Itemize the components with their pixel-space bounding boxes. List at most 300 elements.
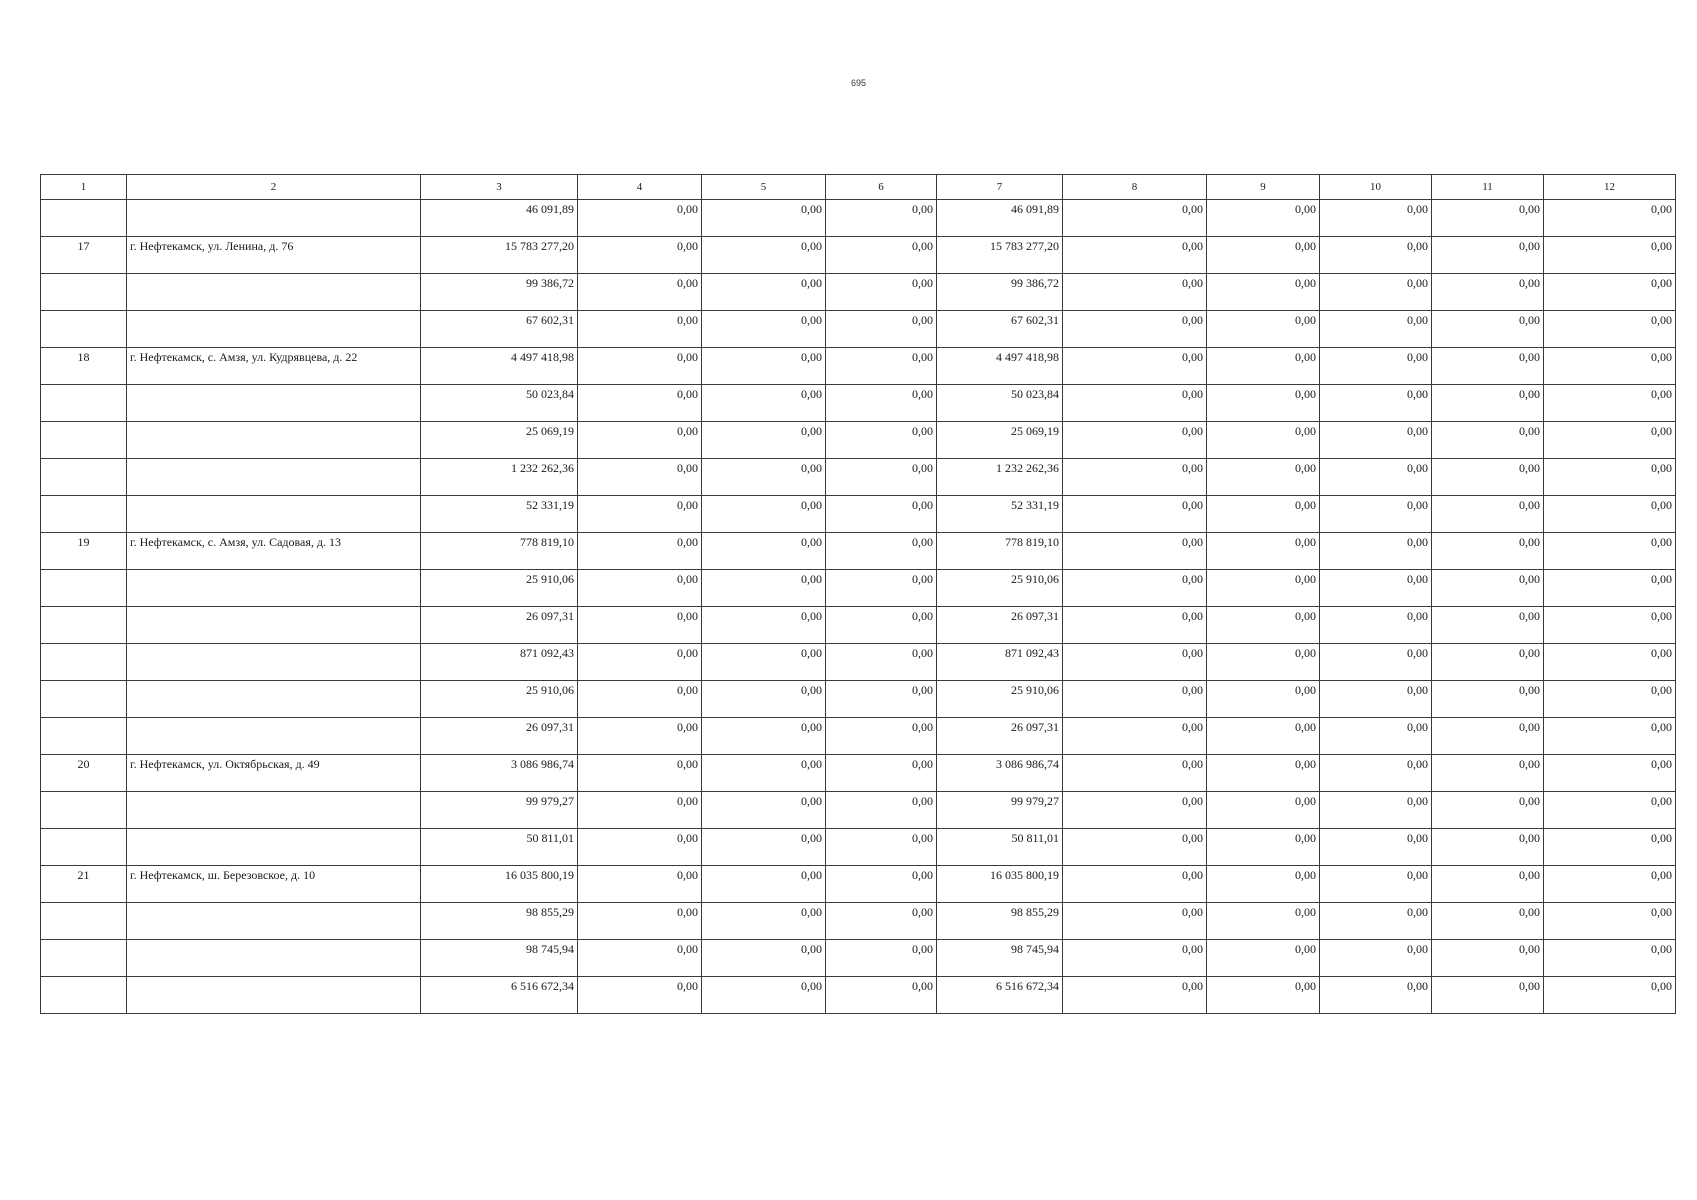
value-cell-col-5: 0,00 (702, 274, 826, 311)
column-header-9: 9 (1207, 175, 1320, 200)
value-cell-col-5: 0,00 (702, 866, 826, 903)
value-cell-col-12: 0,00 (1544, 533, 1676, 570)
value-cell-col-4: 0,00 (578, 866, 702, 903)
value-cell-col-10: 0,00 (1320, 274, 1432, 311)
value-cell-col-11: 0,00 (1432, 570, 1544, 607)
value-cell-col-8: 0,00 (1063, 681, 1207, 718)
value-cell-col-10: 0,00 (1320, 792, 1432, 829)
value-cell-col-11: 0,00 (1432, 274, 1544, 311)
value-cell-col-9: 0,00 (1207, 200, 1320, 237)
page-number: 695 (850, 78, 867, 88)
value-cell-col-10: 0,00 (1320, 459, 1432, 496)
row-number-cell (41, 644, 127, 681)
value-cell-col-7: 98 855,29 (937, 903, 1063, 940)
value-cell-col-6: 0,00 (826, 940, 937, 977)
value-cell-col-11: 0,00 (1432, 200, 1544, 237)
column-header-3: 3 (421, 175, 578, 200)
row-number-cell (41, 940, 127, 977)
value-cell-col-7: 4 497 418,98 (937, 348, 1063, 385)
value-cell-col-7: 25 069,19 (937, 422, 1063, 459)
value-cell-col-5: 0,00 (702, 644, 826, 681)
value-cell-col-3: 16 035 800,19 (421, 866, 578, 903)
row-number-cell (41, 977, 127, 1014)
value-cell-col-11: 0,00 (1432, 829, 1544, 866)
value-cell-col-4: 0,00 (578, 274, 702, 311)
value-cell-col-4: 0,00 (578, 829, 702, 866)
value-cell-col-6: 0,00 (826, 829, 937, 866)
value-cell-col-9: 0,00 (1207, 940, 1320, 977)
value-cell-col-3: 1 232 262,36 (421, 459, 578, 496)
value-cell-col-7: 26 097,31 (937, 718, 1063, 755)
value-cell-col-10: 0,00 (1320, 348, 1432, 385)
value-cell-col-12: 0,00 (1544, 792, 1676, 829)
table-row (41, 977, 1676, 1014)
table-row (41, 237, 1676, 274)
value-cell-col-9: 0,00 (1207, 274, 1320, 311)
value-cell-col-8: 0,00 (1063, 237, 1207, 274)
value-cell-col-8: 0,00 (1063, 607, 1207, 644)
address-cell (127, 681, 421, 718)
row-number-cell (41, 718, 127, 755)
value-cell-col-11: 0,00 (1432, 496, 1544, 533)
column-header-12: 12 (1544, 175, 1676, 200)
value-cell-col-12: 0,00 (1544, 940, 1676, 977)
column-header-5: 5 (702, 175, 826, 200)
value-cell-col-5: 0,00 (702, 718, 826, 755)
value-cell-col-3: 778 819,10 (421, 533, 578, 570)
value-cell-col-10: 0,00 (1320, 866, 1432, 903)
column-header-6: 6 (826, 175, 937, 200)
address-cell (127, 311, 421, 348)
row-number-cell (41, 459, 127, 496)
value-cell-col-12: 0,00 (1544, 681, 1676, 718)
value-cell-col-9: 0,00 (1207, 237, 1320, 274)
row-number-cell (41, 496, 127, 533)
value-cell-col-4: 0,00 (578, 903, 702, 940)
value-cell-col-3: 50 811,01 (421, 829, 578, 866)
row-number-cell: 21 (41, 866, 127, 903)
value-cell-col-11: 0,00 (1432, 903, 1544, 940)
value-cell-col-5: 0,00 (702, 940, 826, 977)
value-cell-col-9: 0,00 (1207, 792, 1320, 829)
row-number-cell (41, 829, 127, 866)
table-row (41, 348, 1676, 385)
value-cell-col-4: 0,00 (578, 681, 702, 718)
value-cell-col-12: 0,00 (1544, 311, 1676, 348)
address-cell (127, 422, 421, 459)
value-cell-col-5: 0,00 (702, 903, 826, 940)
value-cell-col-8: 0,00 (1063, 570, 1207, 607)
value-cell-col-7: 99 979,27 (937, 792, 1063, 829)
value-cell-col-3: 15 783 277,20 (421, 237, 578, 274)
value-cell-col-3: 99 386,72 (421, 274, 578, 311)
column-header-7: 7 (937, 175, 1063, 200)
address-cell: г. Нефтекамск, ул. Октябрьская, д. 49 (127, 755, 421, 792)
value-cell-col-4: 0,00 (578, 533, 702, 570)
table-row (41, 940, 1676, 977)
value-cell-col-12: 0,00 (1544, 977, 1676, 1014)
value-cell-col-10: 0,00 (1320, 977, 1432, 1014)
value-cell-col-9: 0,00 (1207, 348, 1320, 385)
value-cell-col-12: 0,00 (1544, 237, 1676, 274)
value-cell-col-4: 0,00 (578, 755, 702, 792)
value-cell-col-8: 0,00 (1063, 829, 1207, 866)
column-header-10: 10 (1320, 175, 1432, 200)
value-cell-col-6: 0,00 (826, 755, 937, 792)
value-cell-col-5: 0,00 (702, 200, 826, 237)
value-cell-col-12: 0,00 (1544, 385, 1676, 422)
value-cell-col-8: 0,00 (1063, 459, 1207, 496)
address-cell (127, 274, 421, 311)
row-number-cell (41, 422, 127, 459)
value-cell-col-4: 0,00 (578, 311, 702, 348)
address-cell (127, 570, 421, 607)
value-cell-col-5: 0,00 (702, 237, 826, 274)
value-cell-col-4: 0,00 (578, 718, 702, 755)
value-cell-col-4: 0,00 (578, 385, 702, 422)
value-cell-col-4: 0,00 (578, 607, 702, 644)
value-cell-col-9: 0,00 (1207, 829, 1320, 866)
value-cell-col-9: 0,00 (1207, 977, 1320, 1014)
value-cell-col-6: 0,00 (826, 348, 937, 385)
value-cell-col-9: 0,00 (1207, 866, 1320, 903)
value-cell-col-11: 0,00 (1432, 311, 1544, 348)
value-cell-col-3: 3 086 986,74 (421, 755, 578, 792)
value-cell-col-3: 4 497 418,98 (421, 348, 578, 385)
value-cell-col-4: 0,00 (578, 200, 702, 237)
table-row (41, 792, 1676, 829)
value-cell-col-4: 0,00 (578, 792, 702, 829)
row-number-cell (41, 385, 127, 422)
header-row (41, 175, 1676, 200)
value-cell-col-7: 15 783 277,20 (937, 237, 1063, 274)
value-cell-col-11: 0,00 (1432, 385, 1544, 422)
value-cell-col-6: 0,00 (826, 422, 937, 459)
value-cell-col-10: 0,00 (1320, 237, 1432, 274)
table-row (41, 755, 1676, 792)
value-cell-col-11: 0,00 (1432, 977, 1544, 1014)
value-cell-col-8: 0,00 (1063, 792, 1207, 829)
value-cell-col-11: 0,00 (1432, 607, 1544, 644)
address-cell (127, 718, 421, 755)
value-cell-col-7: 25 910,06 (937, 570, 1063, 607)
row-number-cell: 20 (41, 755, 127, 792)
value-cell-col-10: 0,00 (1320, 718, 1432, 755)
value-cell-col-3: 25 910,06 (421, 681, 578, 718)
value-cell-col-6: 0,00 (826, 496, 937, 533)
value-cell-col-5: 0,00 (702, 422, 826, 459)
value-cell-col-8: 0,00 (1063, 200, 1207, 237)
value-cell-col-9: 0,00 (1207, 311, 1320, 348)
value-cell-col-5: 0,00 (702, 829, 826, 866)
value-cell-col-11: 0,00 (1432, 940, 1544, 977)
value-cell-col-9: 0,00 (1207, 385, 1320, 422)
value-cell-col-5: 0,00 (702, 570, 826, 607)
row-number-cell (41, 607, 127, 644)
value-cell-col-9: 0,00 (1207, 422, 1320, 459)
value-cell-col-5: 0,00 (702, 681, 826, 718)
value-cell-col-9: 0,00 (1207, 681, 1320, 718)
value-cell-col-11: 0,00 (1432, 237, 1544, 274)
address-cell (127, 644, 421, 681)
value-cell-col-5: 0,00 (702, 385, 826, 422)
value-cell-col-12: 0,00 (1544, 422, 1676, 459)
value-cell-col-5: 0,00 (702, 496, 826, 533)
address-cell (127, 496, 421, 533)
value-cell-col-9: 0,00 (1207, 459, 1320, 496)
value-cell-col-11: 0,00 (1432, 681, 1544, 718)
address-cell (127, 200, 421, 237)
value-cell-col-3: 871 092,43 (421, 644, 578, 681)
value-cell-col-7: 98 745,94 (937, 940, 1063, 977)
table-row (41, 459, 1676, 496)
table-row (41, 829, 1676, 866)
value-cell-col-11: 0,00 (1432, 422, 1544, 459)
table-row (41, 422, 1676, 459)
table-row (41, 903, 1676, 940)
value-cell-col-8: 0,00 (1063, 644, 1207, 681)
value-cell-col-6: 0,00 (826, 533, 937, 570)
value-cell-col-8: 0,00 (1063, 496, 1207, 533)
value-cell-col-11: 0,00 (1432, 348, 1544, 385)
value-cell-col-8: 0,00 (1063, 385, 1207, 422)
value-cell-col-7: 99 386,72 (937, 274, 1063, 311)
address-cell (127, 940, 421, 977)
value-cell-col-6: 0,00 (826, 237, 937, 274)
address-cell: г. Нефтекамск, с. Амзя, ул. Садовая, д. 13 (127, 533, 421, 570)
row-number-cell (41, 274, 127, 311)
value-cell-col-7: 50 023,84 (937, 385, 1063, 422)
column-header-1: 1 (41, 175, 127, 200)
value-cell-col-3: 25 910,06 (421, 570, 578, 607)
address-cell: г. Нефтекамск, с. Амзя, ул. Кудрявцева, д. 22 (127, 348, 421, 385)
address-cell (127, 792, 421, 829)
value-cell-col-4: 0,00 (578, 977, 702, 1014)
table-row (41, 311, 1676, 348)
value-cell-col-4: 0,00 (578, 459, 702, 496)
value-cell-col-12: 0,00 (1544, 200, 1676, 237)
table-row (41, 496, 1676, 533)
value-cell-col-3: 46 091,89 (421, 200, 578, 237)
value-cell-col-9: 0,00 (1207, 570, 1320, 607)
value-cell-col-11: 0,00 (1432, 533, 1544, 570)
value-cell-col-5: 0,00 (702, 607, 826, 644)
value-cell-col-3: 25 069,19 (421, 422, 578, 459)
address-cell (127, 977, 421, 1014)
value-cell-col-6: 0,00 (826, 459, 937, 496)
value-cell-col-9: 0,00 (1207, 718, 1320, 755)
column-header-2: 2 (127, 175, 421, 200)
value-cell-col-9: 0,00 (1207, 496, 1320, 533)
value-cell-col-10: 0,00 (1320, 755, 1432, 792)
value-cell-col-3: 50 023,84 (421, 385, 578, 422)
address-cell: г. Нефтекамск, ул. Ленина, д. 76 (127, 237, 421, 274)
table-row (41, 607, 1676, 644)
table-row (41, 274, 1676, 311)
value-cell-col-9: 0,00 (1207, 533, 1320, 570)
value-cell-col-12: 0,00 (1544, 459, 1676, 496)
value-cell-col-10: 0,00 (1320, 607, 1432, 644)
address-cell (127, 459, 421, 496)
value-cell-col-11: 0,00 (1432, 755, 1544, 792)
column-header-11: 11 (1432, 175, 1544, 200)
value-cell-col-5: 0,00 (702, 459, 826, 496)
value-cell-col-5: 0,00 (702, 533, 826, 570)
value-cell-col-12: 0,00 (1544, 274, 1676, 311)
value-cell-col-4: 0,00 (578, 496, 702, 533)
value-cell-col-7: 46 091,89 (937, 200, 1063, 237)
value-cell-col-7: 67 602,31 (937, 311, 1063, 348)
registry-table (40, 174, 1676, 1014)
value-cell-col-8: 0,00 (1063, 718, 1207, 755)
row-number-cell (41, 200, 127, 237)
value-cell-col-10: 0,00 (1320, 644, 1432, 681)
value-cell-col-12: 0,00 (1544, 348, 1676, 385)
value-cell-col-6: 0,00 (826, 385, 937, 422)
value-cell-col-4: 0,00 (578, 644, 702, 681)
column-header-4: 4 (578, 175, 702, 200)
value-cell-col-7: 52 331,19 (937, 496, 1063, 533)
address-cell (127, 607, 421, 644)
value-cell-col-8: 0,00 (1063, 533, 1207, 570)
table-row (41, 718, 1676, 755)
value-cell-col-6: 0,00 (826, 718, 937, 755)
value-cell-col-10: 0,00 (1320, 681, 1432, 718)
address-cell (127, 903, 421, 940)
value-cell-col-6: 0,00 (826, 570, 937, 607)
value-cell-col-6: 0,00 (826, 681, 937, 718)
table-row (41, 200, 1676, 237)
value-cell-col-10: 0,00 (1320, 385, 1432, 422)
value-cell-col-5: 0,00 (702, 755, 826, 792)
row-number-cell (41, 903, 127, 940)
value-cell-col-7: 871 092,43 (937, 644, 1063, 681)
value-cell-col-4: 0,00 (578, 570, 702, 607)
value-cell-col-5: 0,00 (702, 348, 826, 385)
value-cell-col-10: 0,00 (1320, 422, 1432, 459)
value-cell-col-10: 0,00 (1320, 311, 1432, 348)
value-cell-col-10: 0,00 (1320, 570, 1432, 607)
row-number-cell: 18 (41, 348, 127, 385)
value-cell-col-5: 0,00 (702, 792, 826, 829)
value-cell-col-8: 0,00 (1063, 348, 1207, 385)
value-cell-col-3: 98 745,94 (421, 940, 578, 977)
value-cell-col-3: 6 516 672,34 (421, 977, 578, 1014)
address-cell (127, 829, 421, 866)
value-cell-col-7: 16 035 800,19 (937, 866, 1063, 903)
value-cell-col-8: 0,00 (1063, 274, 1207, 311)
value-cell-col-3: 67 602,31 (421, 311, 578, 348)
value-cell-col-11: 0,00 (1432, 718, 1544, 755)
row-number-cell (41, 570, 127, 607)
value-cell-col-10: 0,00 (1320, 200, 1432, 237)
value-cell-col-4: 0,00 (578, 940, 702, 977)
value-cell-col-8: 0,00 (1063, 903, 1207, 940)
value-cell-col-7: 6 516 672,34 (937, 977, 1063, 1014)
value-cell-col-9: 0,00 (1207, 755, 1320, 792)
table-row (41, 533, 1676, 570)
value-cell-col-7: 26 097,31 (937, 607, 1063, 644)
value-cell-col-7: 778 819,10 (937, 533, 1063, 570)
row-number-cell: 17 (41, 237, 127, 274)
value-cell-col-12: 0,00 (1544, 607, 1676, 644)
value-cell-col-4: 0,00 (578, 237, 702, 274)
value-cell-col-11: 0,00 (1432, 644, 1544, 681)
value-cell-col-12: 0,00 (1544, 829, 1676, 866)
value-cell-col-3: 99 979,27 (421, 792, 578, 829)
value-cell-col-6: 0,00 (826, 274, 937, 311)
value-cell-col-3: 98 855,29 (421, 903, 578, 940)
value-cell-col-12: 0,00 (1544, 755, 1676, 792)
value-cell-col-3: 26 097,31 (421, 718, 578, 755)
value-cell-col-10: 0,00 (1320, 940, 1432, 977)
value-cell-col-3: 26 097,31 (421, 607, 578, 644)
value-cell-col-8: 0,00 (1063, 940, 1207, 977)
address-cell (127, 385, 421, 422)
row-number-cell (41, 792, 127, 829)
value-cell-col-12: 0,00 (1544, 570, 1676, 607)
value-cell-col-7: 25 910,06 (937, 681, 1063, 718)
value-cell-col-6: 0,00 (826, 644, 937, 681)
value-cell-col-10: 0,00 (1320, 829, 1432, 866)
value-cell-col-5: 0,00 (702, 977, 826, 1014)
value-cell-col-7: 50 811,01 (937, 829, 1063, 866)
value-cell-col-12: 0,00 (1544, 903, 1676, 940)
value-cell-col-8: 0,00 (1063, 422, 1207, 459)
column-header-8: 8 (1063, 175, 1207, 200)
value-cell-col-5: 0,00 (702, 311, 826, 348)
value-cell-col-11: 0,00 (1432, 866, 1544, 903)
value-cell-col-9: 0,00 (1207, 644, 1320, 681)
value-cell-col-10: 0,00 (1320, 903, 1432, 940)
value-cell-col-6: 0,00 (826, 792, 937, 829)
value-cell-col-8: 0,00 (1063, 977, 1207, 1014)
value-cell-col-6: 0,00 (826, 903, 937, 940)
table-row (41, 866, 1676, 903)
table-row (41, 385, 1676, 422)
address-cell: г. Нефтекамск, ш. Березовское, д. 10 (127, 866, 421, 903)
table-body (41, 200, 1676, 1014)
value-cell-col-6: 0,00 (826, 977, 937, 1014)
table-row (41, 570, 1676, 607)
value-cell-col-7: 1 232 262,36 (937, 459, 1063, 496)
value-cell-col-10: 0,00 (1320, 533, 1432, 570)
row-number-cell (41, 681, 127, 718)
value-cell-col-11: 0,00 (1432, 792, 1544, 829)
value-cell-col-9: 0,00 (1207, 903, 1320, 940)
value-cell-col-12: 0,00 (1544, 496, 1676, 533)
value-cell-col-3: 52 331,19 (421, 496, 578, 533)
value-cell-col-4: 0,00 (578, 422, 702, 459)
value-cell-col-10: 0,00 (1320, 496, 1432, 533)
value-cell-col-7: 3 086 986,74 (937, 755, 1063, 792)
value-cell-col-6: 0,00 (826, 311, 937, 348)
value-cell-col-12: 0,00 (1544, 644, 1676, 681)
value-cell-col-6: 0,00 (826, 607, 937, 644)
value-cell-col-11: 0,00 (1432, 459, 1544, 496)
value-cell-col-9: 0,00 (1207, 607, 1320, 644)
table-row (41, 681, 1676, 718)
value-cell-col-4: 0,00 (578, 348, 702, 385)
value-cell-col-8: 0,00 (1063, 866, 1207, 903)
value-cell-col-8: 0,00 (1063, 311, 1207, 348)
row-number-cell: 19 (41, 533, 127, 570)
value-cell-col-12: 0,00 (1544, 866, 1676, 903)
value-cell-col-6: 0,00 (826, 866, 937, 903)
value-cell-col-12: 0,00 (1544, 718, 1676, 755)
value-cell-col-6: 0,00 (826, 200, 937, 237)
value-cell-col-8: 0,00 (1063, 755, 1207, 792)
